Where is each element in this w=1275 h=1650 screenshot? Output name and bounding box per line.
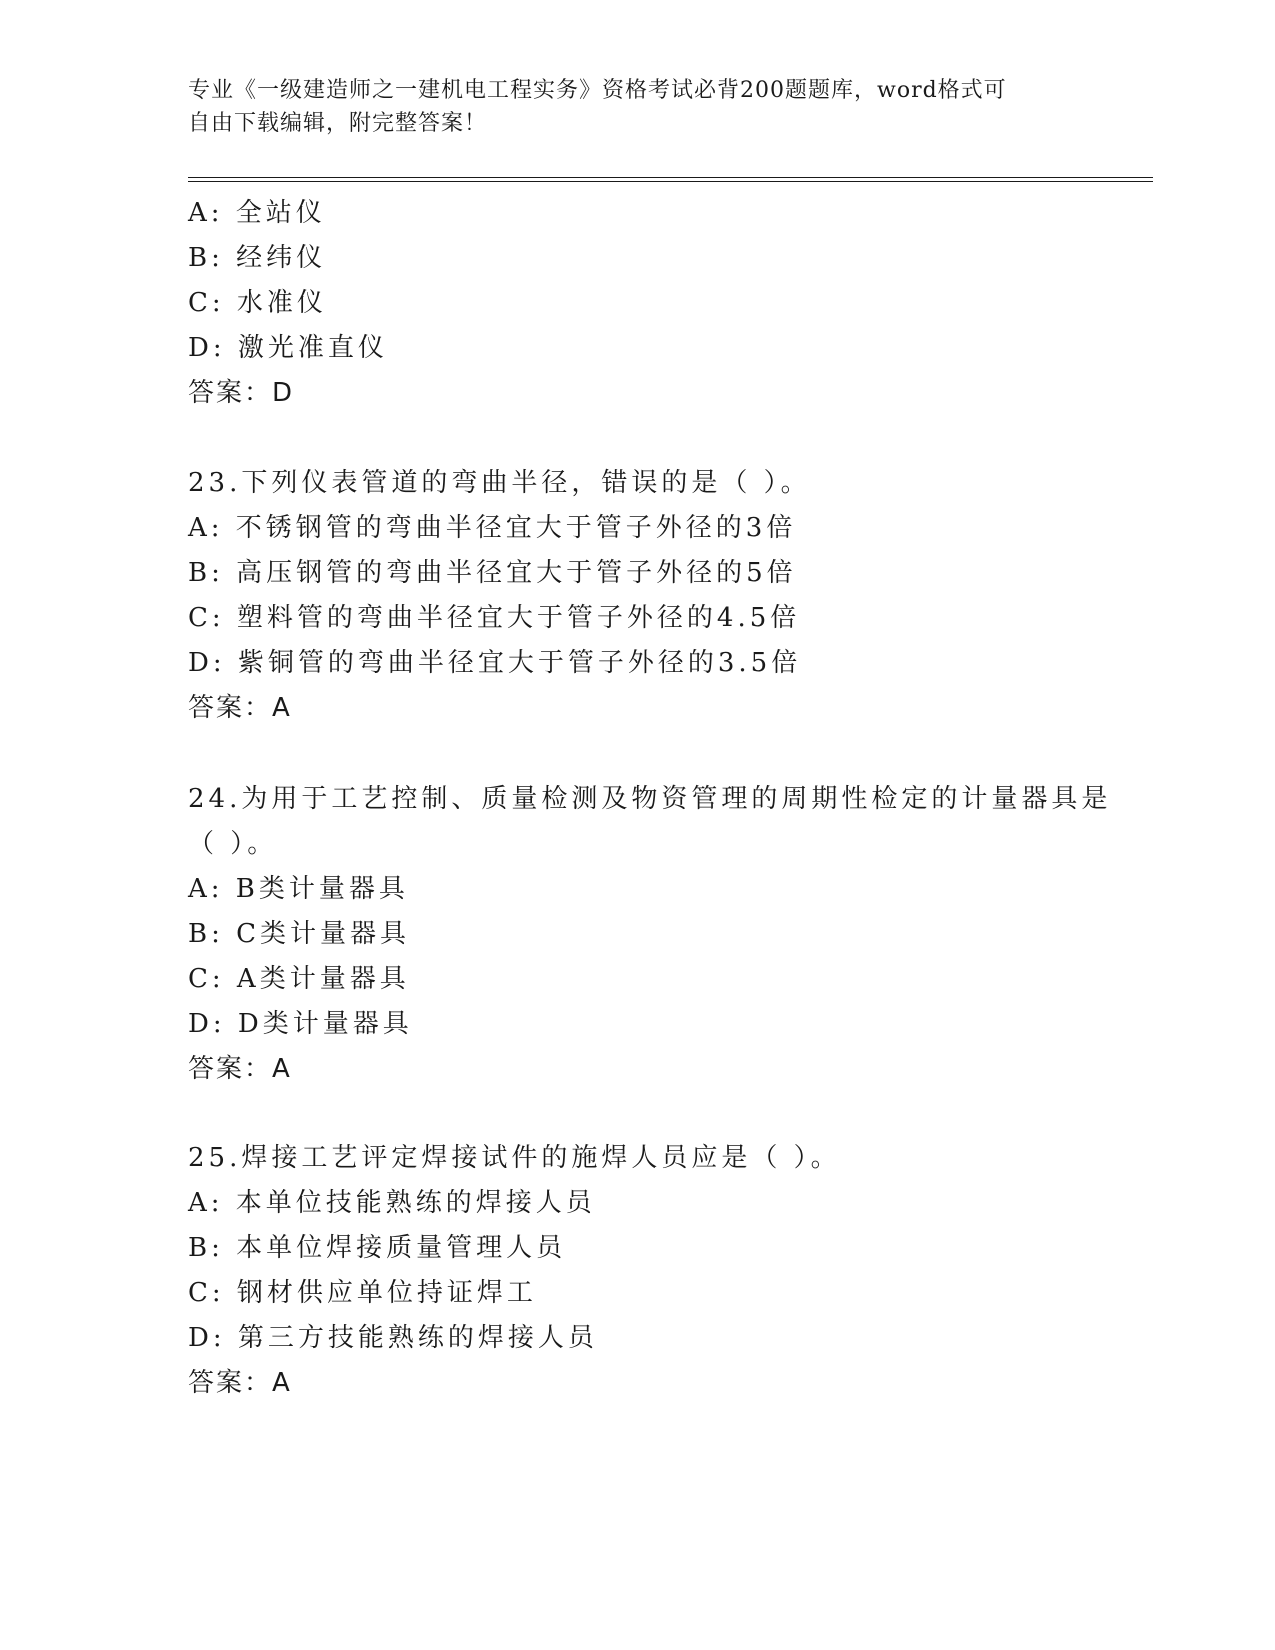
q25-question: 25.焊接工艺评定焊接试件的施焊人员应是（ ）。 <box>188 1143 841 1173</box>
q24-question-line-1: 24.为用于工艺控制、质量检测及物资管理的周期性检定的计量器具是 <box>188 784 1112 814</box>
q23-question: 23.下列仪表管道的弯曲半径，错误的是（ ）。 <box>188 468 811 498</box>
q24-option-c: C: A类计量器具 <box>188 964 410 994</box>
document-header <box>188 74 1088 140</box>
q25-option-c: C: 钢材供应单位持证焊工 <box>188 1278 537 1308</box>
q25-option-a: A: 本单位技能熟练的焊接人员 <box>188 1188 596 1218</box>
q23-option-b: B: 高压钢管的弯曲半径宜大于管子外径的5倍 <box>188 558 797 588</box>
q24-answer: 答案：A <box>188 1054 292 1084</box>
q23-option-a: A: 不锈钢管的弯曲半径宜大于管子外径的3倍 <box>188 513 797 543</box>
q25-option-d: D: 第三方技能熟练的焊接人员 <box>188 1323 598 1353</box>
q23-answer: 答案：A <box>188 693 292 723</box>
header-line-1: 专业《一级建造师之一建机电工程实务》资格考试必背200题题库，word格式可 <box>188 78 1007 103</box>
q24-option-a: A: B类计量器具 <box>188 874 409 904</box>
q24-option-d: D: D类计量器具 <box>188 1009 413 1039</box>
q23-option-d: D: 紫铜管的弯曲半径宜大于管子外径的3.5倍 <box>188 648 802 678</box>
q24-question-line-2: （ ）。 <box>188 829 278 859</box>
header-divider-bottom <box>188 181 1153 182</box>
q22-option-d: D: 激光准直仪 <box>188 333 388 363</box>
q25-option-b: B: 本单位焊接质量管理人员 <box>188 1233 567 1263</box>
q25-answer: 答案：A <box>188 1368 292 1398</box>
q22-option-c: C: 水准仪 <box>188 288 327 318</box>
q22-answer: 答案：D <box>188 378 295 408</box>
header-line-2: 自由下载编辑，附完整答案！ <box>188 111 488 136</box>
q24-option-b: B: C类计量器具 <box>188 919 411 949</box>
q23-option-c: C: 塑料管的弯曲半径宜大于管子外径的4.5倍 <box>188 603 801 633</box>
q22-option-b: B: 经纬仪 <box>188 243 327 273</box>
header-divider-top <box>188 177 1153 178</box>
q22-option-a: A: 全站仪 <box>188 198 326 228</box>
